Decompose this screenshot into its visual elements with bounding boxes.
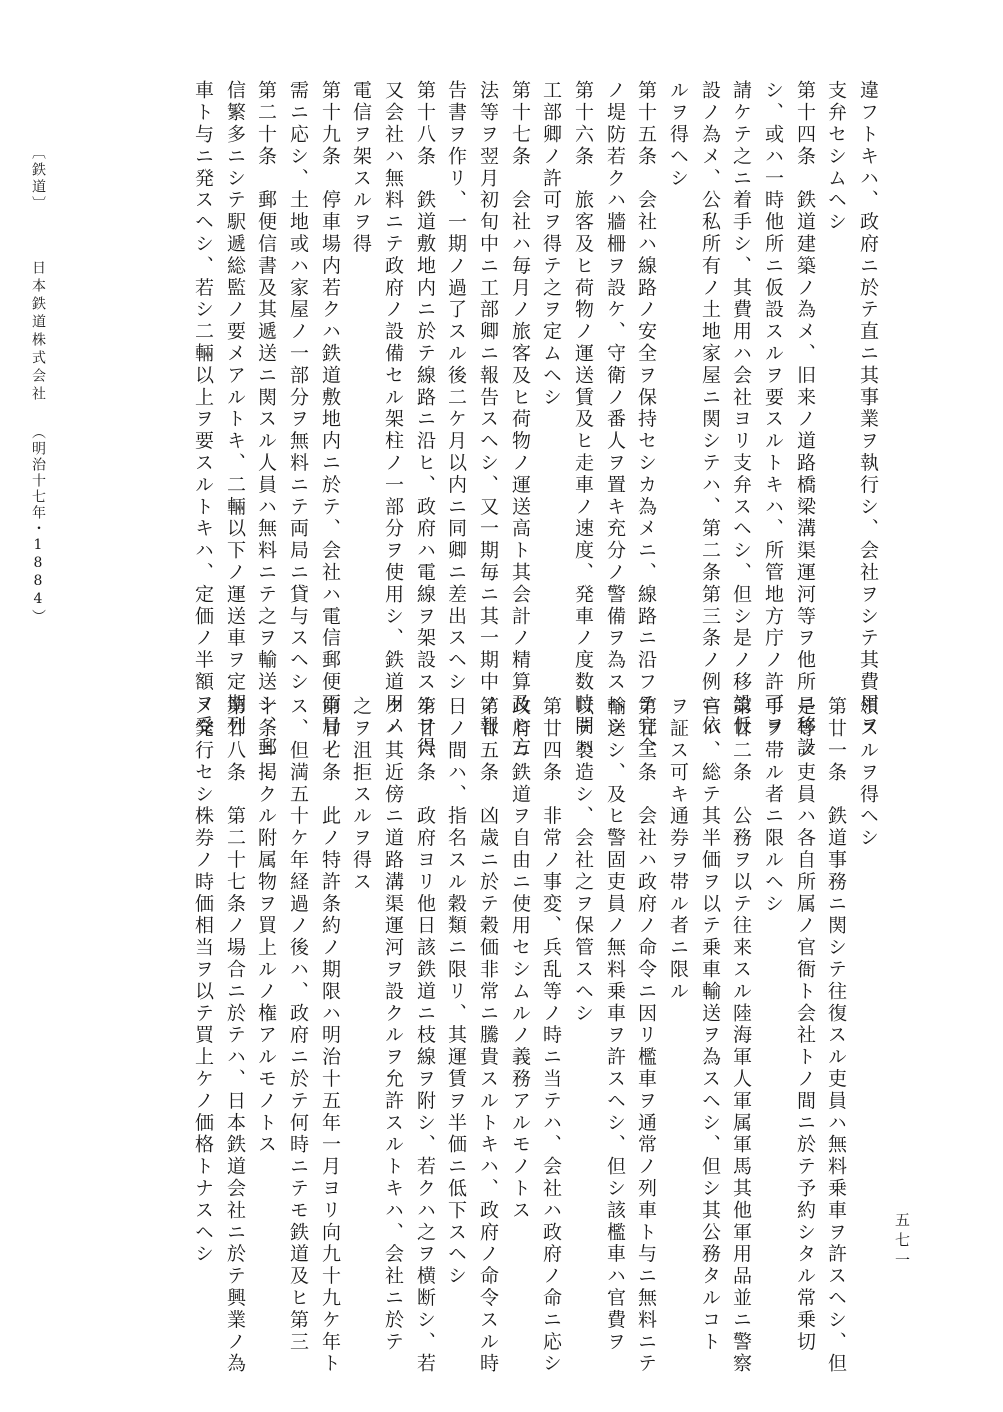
text-column: 第廿三条 会社ハ政府ノ命令ニ因リ檻車ヲ通常ノ列車ト与ニ無料ニテ: [635, 696, 657, 1375]
text-column: 手ヲ帯ル者ニ限ルヘシ: [762, 696, 784, 915]
era-note: （明治十七年・1884）: [30, 425, 46, 625]
text-column: 第十七条 会社ハ毎月ノ旅客及ヒ荷物ノ運送高ト其会計ノ精算及ヒ方: [509, 80, 531, 759]
text-column: 第十九条 停車場内若クハ鉄道敷地内ニ於テ、会社ハ電信郵便両局ノ: [319, 80, 341, 759]
text-column: 第十五条 会社ハ線路ノ安全ヲ保持セシカ為メニ、線路ニ沿フテ完全: [635, 80, 657, 759]
text-column: 是等ノ吏員ハ各自所属ノ官衙ト会社トノ間ニ於テ予約シタル常乗切: [794, 696, 816, 1353]
text-column: 之ヲ沮拒スルヲ得ス: [350, 696, 372, 894]
text-column: 第二十条 郵便信書及其遞送ニ関スル人員ハ無料ニテ之ヲ輸送シ、郵: [255, 80, 277, 759]
section-label: 〔鉄道〕: [30, 145, 46, 213]
text-column: 領スルヲ得ヘシ: [857, 696, 879, 850]
text-column: ス、但満五十ケ年経過ノ後ハ、政府ニ於テ何時ニテモ鉄道及ヒ第三: [287, 696, 309, 1353]
text-column: クハ其近傍ニ道路溝渠運河ヲ設クルヲ允許スルトキハ、会社ニ於テ: [382, 696, 404, 1353]
text-column: 需ニ応シ、土地或ハ家屋ノ一部分ヲ無料ニテ両局ニ貸与スヘシ: [287, 80, 309, 694]
text-column: 法等ヲ翌月初旬中ニ工部卿ニ報告スヘシ、又一期毎ニ其一期中ノ報: [477, 80, 499, 737]
text-column: 第廿八条 第二十七条ノ場合ニ於テハ、日本鉄道会社ニ於テ興業ノ為: [224, 696, 246, 1375]
text-column: 十条ニ掲クル附属物ヲ買上ルノ権アルモノトス: [255, 696, 277, 1156]
text-column: 又会社ハ無料ニテ政府ノ設備セル架柱ノ一部分ヲ使用シ、鉄道用ノ: [382, 80, 404, 737]
text-column: 輸送シ、及ヒ警固吏員ノ無料乗車ヲ許スヘシ、但シ該檻車ハ官費ヲ: [604, 696, 626, 1353]
text-column: 第十六条 旅客及ヒ荷物ノ運送賃及ヒ走車ノ速度、発車ノ度数時間ハ: [572, 80, 594, 759]
text-column: 信繁多ニシテ駅遞総監ノ要メアルトキ、二輛以下ノ運送車ヲ定期列: [224, 80, 246, 737]
text-column: メ発行セシ株券ノ時価相当ヲ以テ買上ケノ価格トナスヘシ: [192, 696, 214, 1266]
text-column: 政府ニ鉄道ヲ自由ニ使用セシムルノ義務アルモノトス: [509, 696, 531, 1222]
text-column: 第十四条 鉄道建築ノ為メ、旧来ノ道路橋梁溝渠運河等ヲ他所ニ移設: [794, 80, 816, 759]
text-column: ノ堤防若クハ牆柵ヲ設ケ、守衛ノ番人ヲ置キ充分ノ警備ヲ為スヘシ: [604, 80, 626, 737]
text-column: 以テ製造シ、会社之ヲ保管スヘシ: [572, 696, 594, 1025]
text-column: 告書ヲ作リ、一期ノ過了スル後二ケ月以内ニ同卿ニ差出スヘシ: [445, 80, 467, 694]
text-column: 官ハ、総テ其半価ヲ以テ乗車輸送ヲ為スヘシ、但シ其公務タルコト: [699, 696, 721, 1353]
text-column: 第廿四条 非常ノ事変、兵乱等ノ時ニ当テハ、会社ハ政府ノ命ニ応シ: [540, 696, 562, 1375]
text-column: シ、或ハ一時他所ニ仮設スルヲ要スルトキハ、所管地方庁ノ許可ヲ: [762, 80, 784, 737]
text-column: 第廿二条 公務ヲ以テ往来スル陸海軍人軍属軍馬其他軍用品並ニ警察: [730, 696, 752, 1375]
text-column: ルヲ得ヘシ: [667, 80, 689, 190]
text-column: 第十八条 鉄道敷地内ニ於テ線路ニ沿ヒ、政府ハ電線ヲ架設スルヲ得: [414, 80, 436, 759]
text-column: 設ノ為メ、公私所有ノ土地家屋ニ関シテハ、第二条第三条ノ例ニ依: [699, 80, 721, 737]
text-column: 第廿六条 政府ヨリ他日該鉄道ニ枝線ヲ附シ、若クハ之ヲ横断シ、若: [414, 696, 436, 1375]
company-name: 日本鉄道株式会社: [30, 260, 46, 404]
text-column: 電信ヲ架スルヲ得: [350, 80, 372, 256]
text-column: 第廿七条 此ノ特許条約ノ期限ハ明治十五年一月ヨリ向九十九ケ年ト: [319, 696, 341, 1375]
text-column: 車ト与ニ発スヘシ、若シ二輛以上ヲ要スルトキハ、定価ノ半額ヲ受: [192, 80, 214, 737]
text-column: 第廿一条 鉄道事務ニ関シテ往復スル吏員ハ無料乗車ヲ許スヘシ、但: [825, 696, 847, 1375]
text-column: 違フトキハ、政府ニ於テ直ニ其事業ヲ執行シ、会社ヲシテ其費用ヲ: [857, 80, 879, 737]
text-column: 日ノ間ハ、指名スル穀類ニ限リ、其運賃ヲ半価ニ低下スヘシ: [445, 696, 467, 1288]
text-column: 第廿五条 凶歳ニ於テ穀価非常ニ騰貴スルトキハ、政府ノ命令スル時: [477, 696, 499, 1375]
page-number: 五七一: [893, 1212, 911, 1272]
text-column: 工部卿ノ許可ヲ得テ之ヲ定ムヘシ: [540, 80, 562, 409]
text-column: 支弁セシムヘシ: [825, 80, 847, 234]
text-column: ヲ証ス可キ通券ヲ帯ル者ニ限ル: [667, 696, 689, 1003]
text-column: 請ケテ之ニ着手シ、其費用ハ会社ヨリ支弁スヘシ、但シ是ノ移設仮: [730, 80, 752, 737]
